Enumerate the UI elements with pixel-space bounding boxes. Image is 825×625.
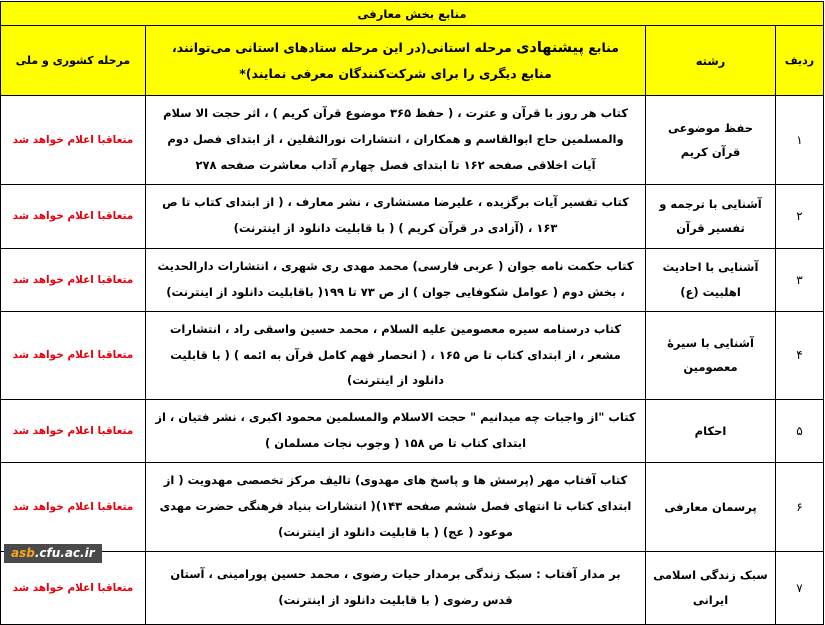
header-suffix-text: مرحله استانی(در این مرحله ستادهای استانی می‌توانند، منابع دیگری را برای شرکت‌کنندگان معرفی نمایند)* xyxy=(171,40,552,82)
table-row xyxy=(0,248,823,311)
row-provincial-resources: کتاب آفتاب مهر (پرسش ها و پاسخ های مهدوی) تالیف مرکز تخصصی مهدویت ( از ابتدای کتاب تا انتهای فصل ششم صفحه ۱۴۳)( انتشارات بنیاد فرهنگی حضرت مهدی موعود ( عج) ( با قابلیت دانلود از اینترنت) xyxy=(146,463,646,552)
row-number: ۲ xyxy=(776,184,824,248)
table-banner-row xyxy=(0,2,823,26)
row-provincial-resources: کتاب تفسیر آیات برگزیده ، علیرضا مستشاری ، نشر معارف ، ( از ابتدای کتاب تا ص ۱۶۳ ، (آزادی در قرآن کریم ) ( با قابلیت دانلود از اینترنت) xyxy=(146,184,646,248)
table-row xyxy=(0,463,823,552)
row-field: حفظ موضوعی قرآن کریم xyxy=(646,96,776,185)
row-national-status: متعاقبا اعلام خواهد شد xyxy=(0,184,145,248)
row-number: ۳ xyxy=(776,248,824,311)
column-header-radif: ردیف xyxy=(776,26,824,96)
row-field: احکام xyxy=(646,400,776,463)
row-national-status: متعاقبا اعلام خواهد شد xyxy=(0,400,145,463)
row-field: آشنایی با احادیث اهلبیت (ع) xyxy=(646,248,776,311)
row-number: ۷ xyxy=(776,551,824,624)
row-number: ۶ xyxy=(776,463,824,552)
row-provincial-resources: کتاب هر روز با قرآن و عترت ، ( حفظ ۳۶۵ موضوع قرآن کریم ) ، اثر حجت الا سلام والمسلمین حاج ابوالقاسم و همکاران ، انتشارات نورالثقلین ، از ابتدای فصل دوم آیات اخلاقی صفحه ۱۶۲ تا ابتدای فصل چهارم آداب معاشرت صفحه ۲۷۸ xyxy=(146,96,646,185)
watermark-accent-text: asb xyxy=(11,545,35,560)
resources-table xyxy=(0,1,824,625)
row-provincial-resources: کتاب درسنامه سیره معصومین علیه السلام ، محمد حسین واسقی راد ، انتشارات مشعر ، از ابتدای کتاب تا ص ۱۶۵ ، ( انحصار فهم کامل قرآن به ائمه ) ( با قابلیت دانلود از اینترنت) xyxy=(146,311,646,400)
table-banner: منابع بخش معارفی xyxy=(0,2,823,26)
row-field: آشنایی با ترجمه و تفسیر قرآن xyxy=(646,184,776,248)
table-row xyxy=(0,184,823,248)
column-header-national-stage: مرحله کشوری و ملی xyxy=(0,26,145,96)
table-row xyxy=(0,551,823,624)
row-provincial-resources: کتاب حکمت نامه جوان ( عربی فارسی) محمد مهدی ری شهری ، انتشارات دارالحدیث ، بخش دوم ( عوامل شکوفایی جوان ) از ص ۷۳ تا ۱۹۹( باقابلیت دانلود از اینترنت) xyxy=(146,248,646,311)
row-provincial-resources: بر مدار آفتاب : سبک زندگی برمدار حیات رضوی ، محمد حسین پورامینی ، آستان قدس رضوی ( با قابلیت دانلود از اینترنت) xyxy=(146,551,646,624)
row-number: ۴ xyxy=(776,311,824,400)
table-header-row xyxy=(0,26,823,96)
row-national-status: متعاقبا اعلام خواهد شد xyxy=(0,311,145,400)
table-row xyxy=(0,311,823,400)
row-national-status: متعاقبا اعلام خواهد شد xyxy=(0,463,145,552)
row-number: ۵ xyxy=(776,400,824,463)
row-national-status: متعاقبا اعلام خواهد شد xyxy=(0,248,145,311)
row-field: آشنایی با سیرهٔ معصومین xyxy=(646,311,776,400)
header-prefix-text: منابع xyxy=(583,40,620,56)
column-header-provincial-resources xyxy=(146,26,646,96)
row-national-status: متعاقبا اعلام خواهد شد xyxy=(0,96,145,185)
watermark-domain-text: .cfu.ac.ir xyxy=(34,545,95,560)
site-watermark xyxy=(4,544,102,563)
row-number: ۱ xyxy=(776,96,824,185)
table-row xyxy=(0,96,823,185)
document-sheet xyxy=(0,1,825,607)
row-field: پرسمان معارفی xyxy=(646,463,776,552)
row-field: سبک زندگی اسلامی ایرانی xyxy=(646,551,776,624)
column-header-reshte: رشته xyxy=(646,26,776,96)
table-row xyxy=(0,400,823,463)
row-provincial-resources: کتاب "از واجبات چه میدانیم " حجت الاسلام والمسلمین محمود اکبری ، نشر فتیان ، از ابتدای کتاب تا ص ۱۵۸ ( وجوب نجات مسلمان ) xyxy=(146,400,646,463)
header-emphasis-text: پیشنهادی xyxy=(516,40,584,57)
row-national-status: متعاقبا اعلام خواهد شد xyxy=(0,551,145,624)
